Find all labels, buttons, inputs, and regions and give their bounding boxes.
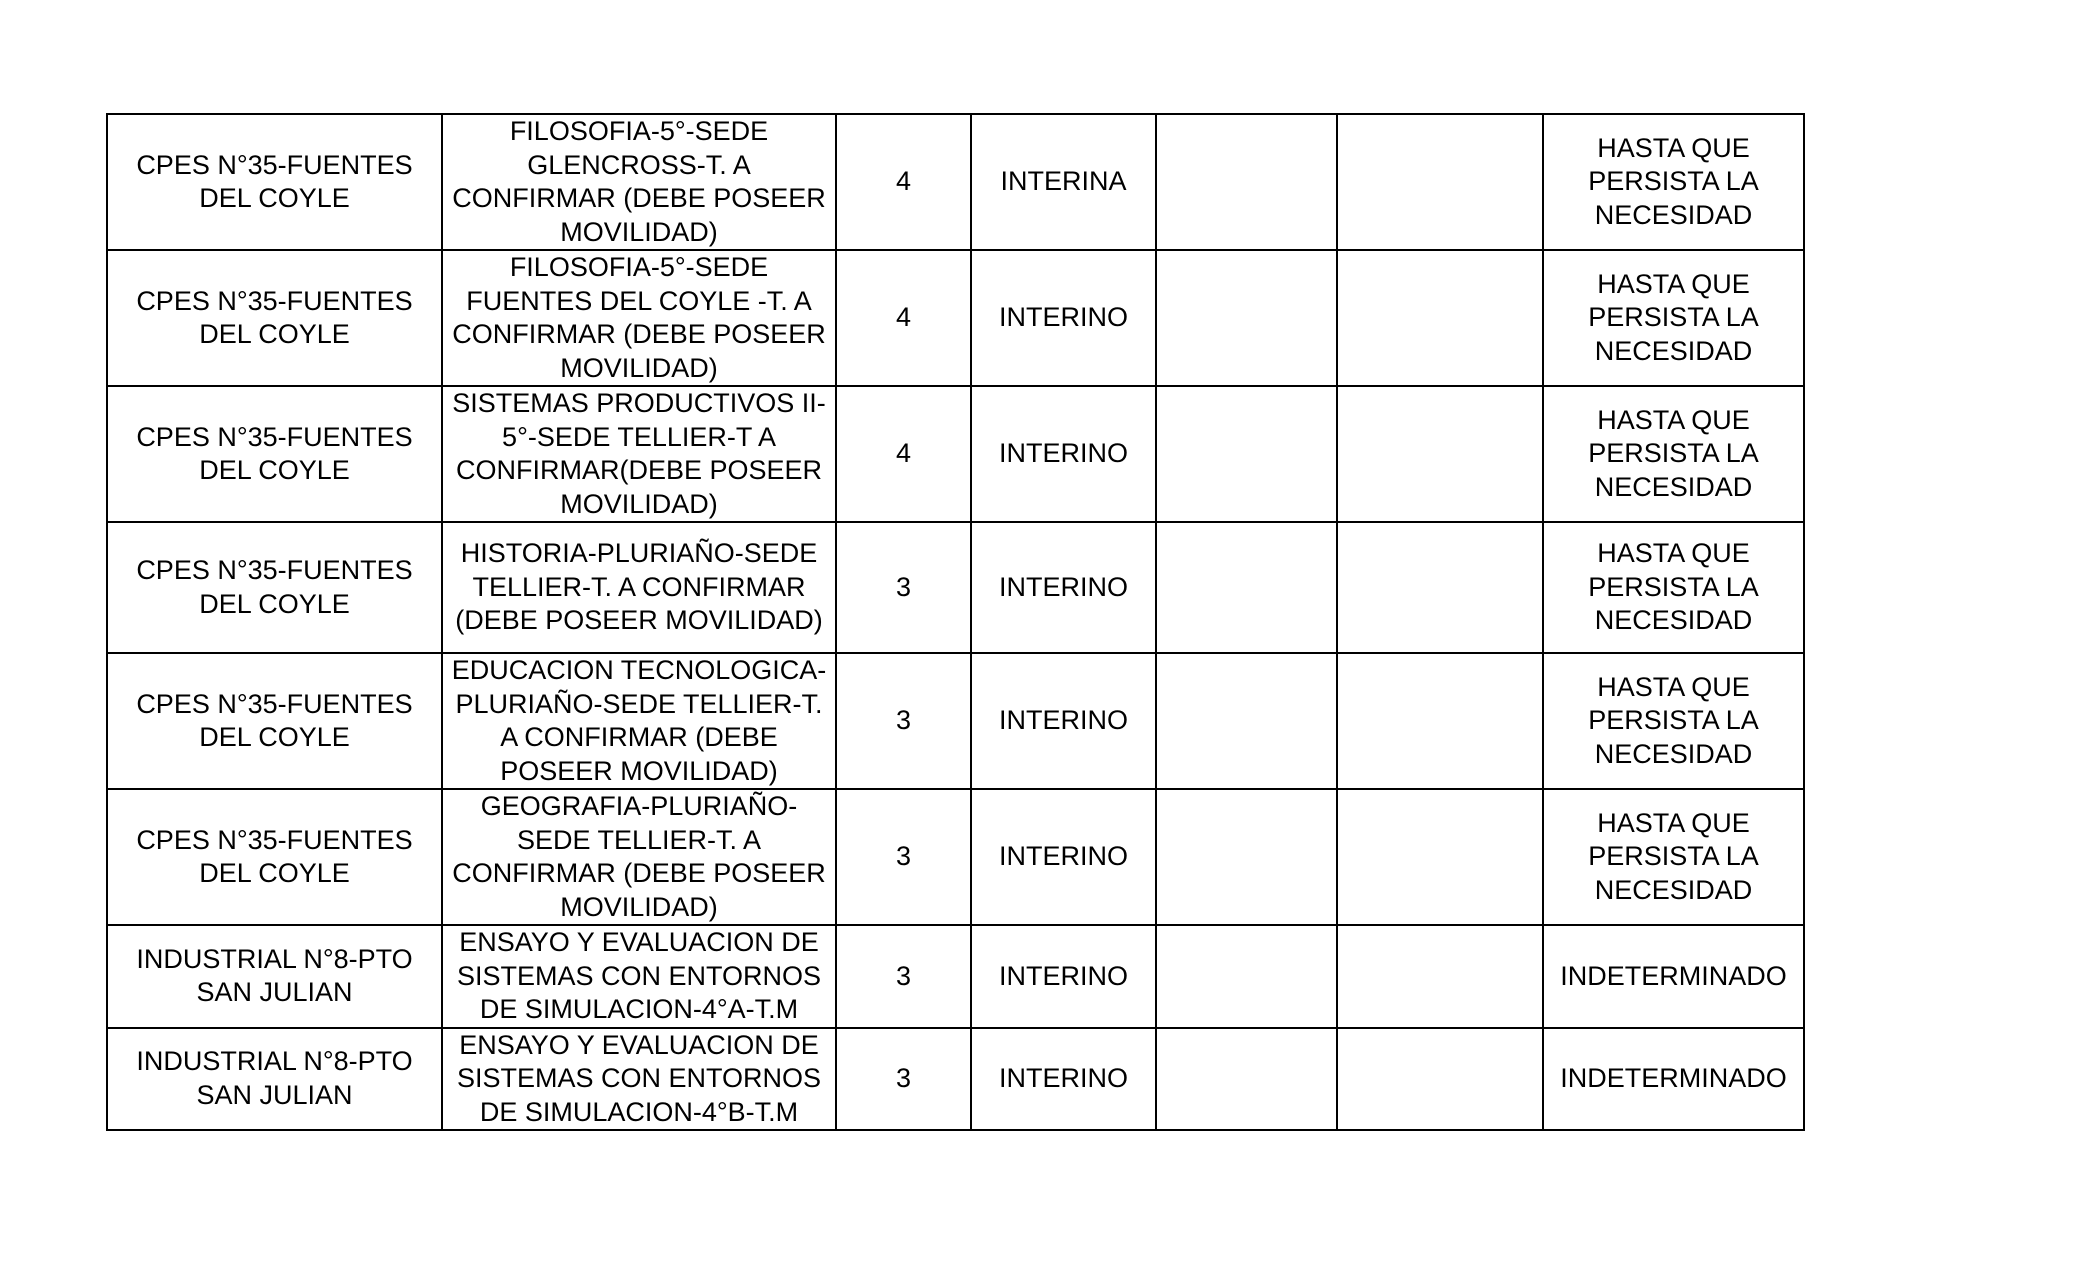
institution-cell: CPES N°35-FUENTES DEL COYLE xyxy=(107,653,442,789)
status-cell: INTERINO xyxy=(971,1028,1156,1131)
empty-cell xyxy=(1337,789,1543,925)
hours-cell: 4 xyxy=(836,386,971,522)
table-row xyxy=(107,114,1804,250)
institution-cell: CPES N°35-FUENTES DEL COYLE xyxy=(107,522,442,653)
subject-cell: FILOSOFIA-5°-SEDE GLENCROSS-T. A CONFIRMAR (DEBE POSEER MOVILIDAD) xyxy=(442,114,836,250)
positions-table xyxy=(106,113,1805,1131)
table-row xyxy=(107,1028,1804,1131)
subject-cell: GEOGRAFIA-PLURIAÑO-SEDE TELLIER-T. A CONFIRMAR (DEBE POSEER MOVILIDAD) xyxy=(442,789,836,925)
table-row xyxy=(107,386,1804,522)
duration-cell: INDETERMINADO xyxy=(1543,1028,1804,1131)
status-cell: INTERINO xyxy=(971,653,1156,789)
institution-cell: CPES N°35-FUENTES DEL COYLE xyxy=(107,386,442,522)
status-cell: INTERINO xyxy=(971,925,1156,1028)
status-cell: INTERINO xyxy=(971,386,1156,522)
table-row xyxy=(107,522,1804,653)
subject-cell: HISTORIA-PLURIAÑO-SEDE TELLIER-T. A CONFIRMAR (DEBE POSEER MOVILIDAD) xyxy=(442,522,836,653)
empty-cell xyxy=(1337,250,1543,386)
institution-cell: INDUSTRIAL N°8-PTO SAN JULIAN xyxy=(107,1028,442,1131)
subject-cell: FILOSOFIA-5°-SEDE FUENTES DEL COYLE -T. A CONFIRMAR (DEBE POSEER MOVILIDAD) xyxy=(442,250,836,386)
empty-cell xyxy=(1156,386,1337,522)
duration-cell: HASTA QUE PERSISTA LA NECESIDAD xyxy=(1543,522,1804,653)
empty-cell xyxy=(1337,653,1543,789)
subject-cell: EDUCACION TECNOLOGICA-PLURIAÑO-SEDE TELLIER-T. A CONFIRMAR (DEBE POSEER MOVILIDAD) xyxy=(442,653,836,789)
status-cell: INTERINO xyxy=(971,522,1156,653)
status-cell: INTERINO xyxy=(971,250,1156,386)
table-row xyxy=(107,925,1804,1028)
institution-cell: CPES N°35-FUENTES DEL COYLE xyxy=(107,250,442,386)
duration-cell: HASTA QUE PERSISTA LA NECESIDAD xyxy=(1543,114,1804,250)
empty-cell xyxy=(1156,522,1337,653)
empty-cell xyxy=(1156,1028,1337,1131)
institution-cell: CPES N°35-FUENTES DEL COYLE xyxy=(107,114,442,250)
duration-cell: HASTA QUE PERSISTA LA NECESIDAD xyxy=(1543,250,1804,386)
duration-cell: INDETERMINADO xyxy=(1543,925,1804,1028)
hours-cell: 4 xyxy=(836,250,971,386)
empty-cell xyxy=(1337,522,1543,653)
empty-cell xyxy=(1337,386,1543,522)
table-row xyxy=(107,250,1804,386)
status-cell: INTERINA xyxy=(971,114,1156,250)
hours-cell: 3 xyxy=(836,522,971,653)
duration-cell: HASTA QUE PERSISTA LA NECESIDAD xyxy=(1543,789,1804,925)
hours-cell: 3 xyxy=(836,789,971,925)
hours-cell: 4 xyxy=(836,114,971,250)
empty-cell xyxy=(1337,925,1543,1028)
hours-cell: 3 xyxy=(836,653,971,789)
institution-cell: CPES N°35-FUENTES DEL COYLE xyxy=(107,789,442,925)
duration-cell: HASTA QUE PERSISTA LA NECESIDAD xyxy=(1543,386,1804,522)
empty-cell xyxy=(1337,114,1543,250)
empty-cell xyxy=(1156,114,1337,250)
institution-cell: INDUSTRIAL N°8-PTO SAN JULIAN xyxy=(107,925,442,1028)
subject-cell: ENSAYO Y EVALUACION DE SISTEMAS CON ENTORNOS DE SIMULACION-4°A-T.M xyxy=(442,925,836,1028)
duration-cell: HASTA QUE PERSISTA LA NECESIDAD xyxy=(1543,653,1804,789)
empty-cell xyxy=(1337,1028,1543,1131)
hours-cell: 3 xyxy=(836,1028,971,1131)
hours-cell: 3 xyxy=(836,925,971,1028)
subject-cell: ENSAYO Y EVALUACION DE SISTEMAS CON ENTORNOS DE SIMULACION-4°B-T.M xyxy=(442,1028,836,1131)
empty-cell xyxy=(1156,250,1337,386)
table-row xyxy=(107,653,1804,789)
status-cell: INTERINO xyxy=(971,789,1156,925)
empty-cell xyxy=(1156,925,1337,1028)
empty-cell xyxy=(1156,789,1337,925)
empty-cell xyxy=(1156,653,1337,789)
table-row xyxy=(107,789,1804,925)
subject-cell: SISTEMAS PRODUCTIVOS II-5°-SEDE TELLIER-T A CONFIRMAR(DEBE POSEER MOVILIDAD) xyxy=(442,386,836,522)
